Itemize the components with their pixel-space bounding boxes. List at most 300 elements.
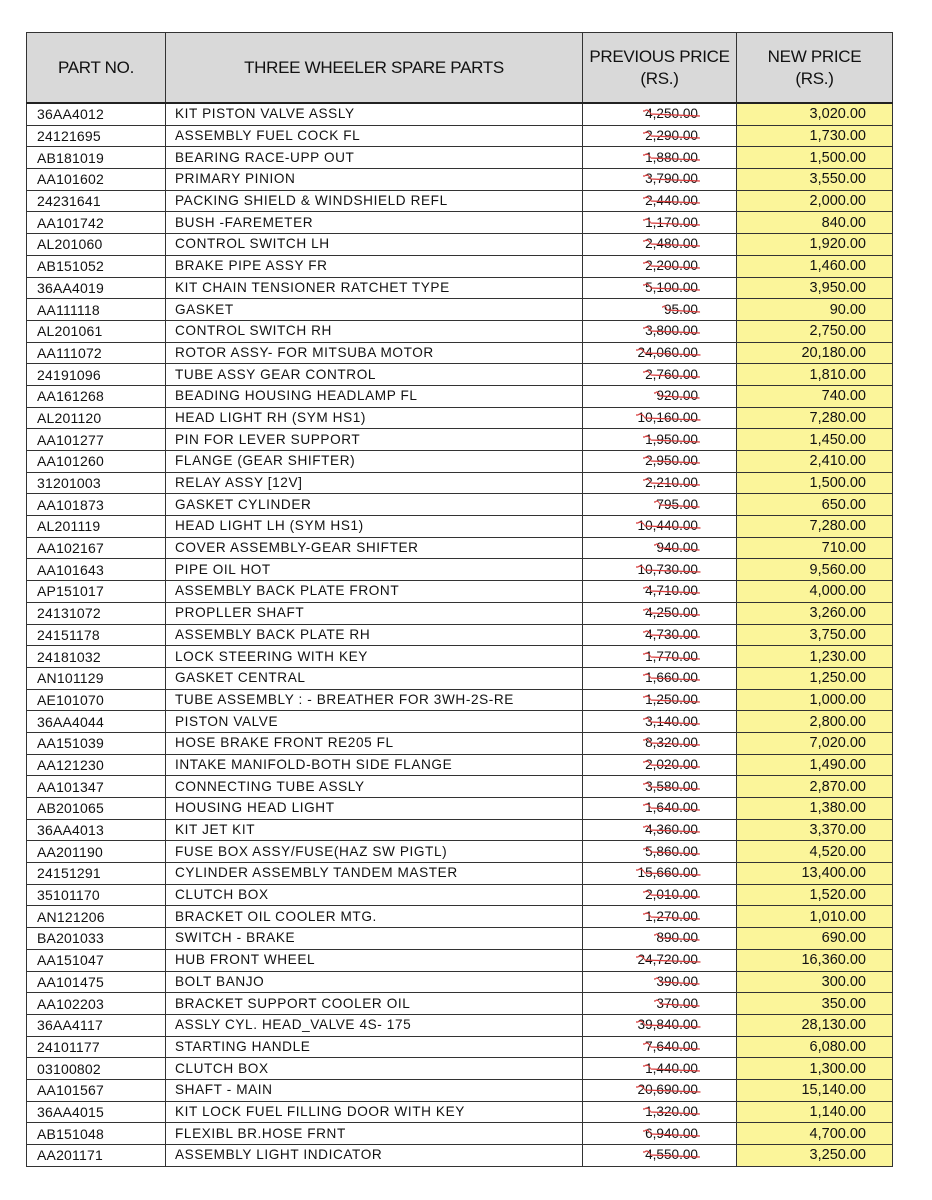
new-price-cell: 1,500.00 [737,147,893,169]
new-price-cell: 4,000.00 [737,581,893,603]
previous-price-value: 2,440.00 [645,193,698,209]
table-row [27,255,893,277]
previous-price-value: 5,860.00 [645,843,698,859]
previous-price-cell [583,385,737,407]
part-number-cell: AA101347 [27,776,166,798]
previous-price-value: 20,690.00 [637,1082,698,1098]
struck-price [645,1060,698,1078]
table-row [27,147,893,169]
previous-price-value: 3,140.00 [645,713,698,729]
struck-price [638,561,698,579]
struck-price [638,864,698,882]
previous-price-value: 3,800.00 [645,323,698,339]
table-row [27,841,893,863]
part-description-cell: BEARING RACE-UPP OUT [166,147,583,169]
part-number-cell: AA101643 [27,559,166,581]
new-price-cell: 20,180.00 [737,342,893,364]
table-row [27,928,893,950]
table-row [27,863,893,885]
table-row [27,581,893,603]
struck-price [638,517,698,535]
part-number-cell: 24231641 [27,190,166,212]
part-number-cell: AE101070 [27,689,166,711]
part-number-cell: 24121695 [27,125,166,147]
previous-price-value: 2,020.00 [645,756,698,772]
previous-price-value: 2,480.00 [645,236,698,252]
struck-price [656,387,698,405]
table-row [27,1101,893,1123]
previous-price-value: 940.00 [656,540,698,556]
struck-price [645,1146,698,1164]
new-price-cell: 3,550.00 [737,169,893,191]
previous-price-value: 4,550.00 [645,1147,698,1163]
table-row [27,798,893,820]
struck-price [645,582,698,600]
struck-price [645,734,698,752]
part-number-cell: AA101567 [27,1079,166,1101]
part-description-cell: CONTROL SWITCH LH [166,234,583,256]
part-number-cell: AA101260 [27,451,166,473]
part-description-cell: FLANGE (GEAR SHIFTER) [166,451,583,473]
previous-price-cell [583,1101,737,1123]
table-row [27,1079,893,1101]
table-row [27,1145,893,1167]
previous-price-cell [583,841,737,863]
part-number-cell: AL201119 [27,516,166,538]
new-price-cell: 7,020.00 [737,732,893,754]
table-row [27,494,893,516]
table-row [27,451,893,473]
previous-price-cell [583,255,737,277]
part-number-cell: 31201003 [27,472,166,494]
part-number-cell: BA201033 [27,928,166,950]
part-description-cell: KIT PISTON VALVE ASSLY [166,103,583,125]
previous-price-cell [583,320,737,342]
previous-price-cell [583,754,737,776]
previous-price-cell [583,819,737,841]
part-number-cell: 36AA4117 [27,1014,166,1036]
part-description-cell: STARTING HANDLE [166,1036,583,1058]
previous-price-cell [583,732,737,754]
struck-price [638,951,698,969]
struck-price [645,648,698,666]
new-price-cell: 15,140.00 [737,1079,893,1101]
part-description-cell: FUSE BOX ASSY/FUSE(HAZ SW PIGTL) [166,841,583,863]
new-price-cell: 16,360.00 [737,949,893,971]
struck-price [645,713,698,731]
previous-price-value: 3,790.00 [645,171,698,187]
table-row [27,407,893,429]
part-number-cell: 24181032 [27,646,166,668]
part-description-cell: ASSEMBLY BACK PLATE FRONT [166,581,583,603]
part-number-cell: 24191096 [27,364,166,386]
table-row [27,732,893,754]
new-price-cell: 1,380.00 [737,798,893,820]
part-number-cell: 36AA4012 [27,103,166,125]
part-number-cell: 35101170 [27,884,166,906]
previous-price-cell [583,667,737,689]
struck-price [645,778,698,796]
new-price-cell: 350.00 [737,993,893,1015]
part-description-cell: HOUSING HEAD LIGHT [166,798,583,820]
previous-price-value: 8,320.00 [645,735,698,751]
table-row [27,624,893,646]
previous-price-value: 1,880.00 [645,149,698,165]
table-row [27,602,893,624]
new-price-cell: 1,520.00 [737,884,893,906]
table-row [27,559,893,581]
table-row [27,299,893,321]
previous-price-value: 6,940.00 [645,1125,698,1141]
part-number-cell: AN101129 [27,667,166,689]
previous-price-cell [583,407,737,429]
part-description-cell: HEAD LIGHT LH (SYM HS1) [166,516,583,538]
new-price-cell: 3,250.00 [737,1145,893,1167]
struck-price [645,322,698,340]
part-number-cell: AA101475 [27,971,166,993]
previous-price-cell [583,494,737,516]
part-number-cell: AN121206 [27,906,166,928]
part-number-cell: AB151052 [27,255,166,277]
part-number-cell: 24131072 [27,602,166,624]
previous-price-value: 15,660.00 [637,865,698,881]
new-price-cell: 740.00 [737,385,893,407]
part-description-cell: BRAKE PIPE ASSY FR [166,255,583,277]
table-row [27,776,893,798]
part-number-cell: 24151178 [27,624,166,646]
previous-price-cell [583,364,737,386]
new-price-cell: 3,260.00 [737,602,893,624]
new-price-cell: 710.00 [737,537,893,559]
part-description-cell: ASSEMBLY BACK PLATE RH [166,624,583,646]
struck-price [656,973,698,991]
new-price-cell: 9,560.00 [737,559,893,581]
part-description-cell: CONTROL SWITCH RH [166,320,583,342]
struck-price [645,452,698,470]
table-row [27,819,893,841]
struck-price [645,149,698,167]
struck-price [645,843,698,861]
new-price-cell: 1,500.00 [737,472,893,494]
previous-price-value: 1,640.00 [645,800,698,816]
table-row [27,1058,893,1080]
previous-price-value: 390.00 [656,973,698,989]
new-price-cell: 650.00 [737,494,893,516]
struck-price [656,496,698,514]
struck-price [645,1038,698,1056]
previous-price-value: 1,270.00 [645,908,698,924]
previous-price-value: 95.00 [663,301,698,317]
part-description-cell: HUB FRONT WHEEL [166,949,583,971]
table-row [27,190,893,212]
part-description-cell: GASKET CYLINDER [166,494,583,516]
previous-price-cell [583,646,737,668]
previous-price-value: 2,010.00 [645,887,698,903]
previous-price-value: 890.00 [656,930,698,946]
previous-price-cell [583,798,737,820]
struck-price [656,539,698,557]
previous-price-value: 2,950.00 [645,453,698,469]
table-row [27,429,893,451]
part-description-cell: FLEXIBL BR.HOSE FRNT [166,1123,583,1145]
part-number-cell: AA101277 [27,429,166,451]
previous-price-cell [583,624,737,646]
part-description-cell: CONNECTING TUBE ASSLY [166,776,583,798]
new-price-cell: 1,490.00 [737,754,893,776]
part-description-cell: HOSE BRAKE FRONT RE205 FL [166,732,583,754]
table-row [27,1036,893,1058]
previous-price-cell [583,169,737,191]
table-row [27,472,893,494]
part-number-cell: 36AA4013 [27,819,166,841]
previous-price-cell [583,863,737,885]
table-row [27,277,893,299]
previous-price-cell [583,928,737,950]
table-row [27,169,893,191]
header-row [27,33,893,104]
previous-price-value: 2,760.00 [645,366,698,382]
previous-price-cell [583,516,737,538]
struck-price [638,409,698,427]
part-description-cell: ASSEMBLY LIGHT INDICATOR [166,1145,583,1167]
new-price-cell: 1,230.00 [737,646,893,668]
previous-price-cell [583,472,737,494]
part-number-cell: AA151039 [27,732,166,754]
struck-price [645,127,698,145]
struck-price [645,1103,698,1121]
table-row [27,125,893,147]
struck-price [645,799,698,817]
table-row [27,689,893,711]
part-number-cell: AA111118 [27,299,166,321]
previous-price-cell [583,1014,737,1036]
new-price-cell: 2,870.00 [737,776,893,798]
previous-price-cell [583,1036,737,1058]
table-row [27,993,893,1015]
part-description-cell: BEADING HOUSING HEADLAMP FL [166,385,583,407]
struck-price [645,431,698,449]
previous-price-cell [583,776,737,798]
part-description-cell: TUBE ASSY GEAR CONTROL [166,364,583,386]
new-price-cell: 1,250.00 [737,667,893,689]
new-price-cell: 4,700.00 [737,1123,893,1145]
table-row [27,1014,893,1036]
table-row [27,711,893,733]
struck-price [645,1125,698,1143]
table-row [27,320,893,342]
previous-price-value: 10,440.00 [637,518,698,534]
previous-price-value: 2,210.00 [645,475,698,491]
part-number-cell: AA121230 [27,754,166,776]
struck-price [645,669,698,687]
new-price-cell: 3,750.00 [737,624,893,646]
table-row [27,385,893,407]
previous-price-value: 7,640.00 [645,1038,698,1054]
previous-price-value: 1,250.00 [645,691,698,707]
previous-price-cell [583,299,737,321]
previous-price-value: 5,100.00 [645,279,698,295]
struck-price [645,886,698,904]
previous-price-cell [583,342,737,364]
part-number-cell: AA201190 [27,841,166,863]
struck-price [645,279,698,297]
part-description-cell: BRACKET SUPPORT COOLER OIL [166,993,583,1015]
previous-price-cell [583,1079,737,1101]
part-description-cell: CLUTCH BOX [166,884,583,906]
new-price-cell: 300.00 [737,971,893,993]
table-row [27,971,893,993]
part-description-cell: RELAY ASSY [12V] [166,472,583,494]
struck-price [645,192,698,210]
new-price-cell: 3,370.00 [737,819,893,841]
new-price-cell: 2,410.00 [737,451,893,473]
table-row [27,234,893,256]
new-price-cell: 1,810.00 [737,364,893,386]
part-number-cell: AP151017 [27,581,166,603]
part-number-cell: AA101742 [27,212,166,234]
previous-price-cell [583,147,737,169]
part-description-cell: ASSEMBLY FUEL COCK FL [166,125,583,147]
new-price-cell: 1,920.00 [737,234,893,256]
previous-price-value: 3,580.00 [645,778,698,794]
table-row [27,342,893,364]
part-number-cell: AA111072 [27,342,166,364]
table-row [27,103,893,125]
new-price-cell: 4,520.00 [737,841,893,863]
header-part-no: PART NO. [27,33,166,104]
new-price-cell: 2,000.00 [737,190,893,212]
previous-price-value: 795.00 [656,496,698,512]
new-price-cell: 1,460.00 [737,255,893,277]
new-price-cell: 1,300.00 [737,1058,893,1080]
part-number-cell: AB181019 [27,147,166,169]
new-price-cell: 3,950.00 [737,277,893,299]
part-number-cell: 36AA4019 [27,277,166,299]
part-description-cell: HEAD LIGHT RH (SYM HS1) [166,407,583,429]
struck-price [638,1016,698,1034]
table-row [27,884,893,906]
new-price-cell: 3,020.00 [737,103,893,125]
previous-price-value: 1,320.00 [645,1103,698,1119]
table-row [27,754,893,776]
table-row [27,949,893,971]
part-description-cell: BOLT BANJO [166,971,583,993]
new-price-cell: 7,280.00 [737,516,893,538]
header-new-price: NEW PRICE (RS.) [737,33,893,104]
previous-price-value: 24,060.00 [637,344,698,360]
struck-price [645,105,698,123]
part-description-cell: CLUTCH BOX [166,1058,583,1080]
new-price-cell: 2,750.00 [737,320,893,342]
new-price-cell: 1,000.00 [737,689,893,711]
part-description-cell: CYLINDER ASSEMBLY TANDEM MASTER [166,863,583,885]
table-body [27,103,893,1166]
struck-price [664,301,698,319]
new-price-cell: 1,450.00 [737,429,893,451]
previous-price-cell [583,689,737,711]
struck-price [645,604,698,622]
part-number-cell: AB151048 [27,1123,166,1145]
part-number-cell: 36AA4044 [27,711,166,733]
previous-price-cell [583,234,737,256]
previous-price-value: 4,360.00 [645,822,698,838]
part-description-cell: SHAFT - MAIN [166,1079,583,1101]
part-description-cell: PRIMARY PINION [166,169,583,191]
new-price-cell: 13,400.00 [737,863,893,885]
previous-price-cell [583,103,737,125]
new-price-cell: 7,280.00 [737,407,893,429]
previous-price-value: 4,250.00 [645,605,698,621]
previous-price-value: 2,200.00 [645,258,698,274]
part-number-cell: AA102167 [27,537,166,559]
previous-price-cell [583,711,737,733]
previous-price-cell [583,971,737,993]
new-price-cell: 2,800.00 [737,711,893,733]
previous-price-value: 4,710.00 [645,583,698,599]
previous-price-cell [583,949,737,971]
new-price-cell: 1,010.00 [737,906,893,928]
part-description-cell: PROPLLER SHAFT [166,602,583,624]
previous-price-cell [583,1123,737,1145]
part-description-cell: INTAKE MANIFOLD-BOTH SIDE FLANGE [166,754,583,776]
part-number-cell: 24151291 [27,863,166,885]
struck-price [645,691,698,709]
previous-price-cell [583,1145,737,1167]
table-row [27,516,893,538]
part-number-cell: AA101602 [27,169,166,191]
table-row [27,537,893,559]
previous-price-cell [583,451,737,473]
struck-price [645,257,698,275]
previous-price-cell [583,190,737,212]
previous-price-cell [583,1058,737,1080]
struck-price [638,344,698,362]
part-description-cell: PIN FOR LEVER SUPPORT [166,429,583,451]
struck-price [645,821,698,839]
price-list-table [26,32,893,1167]
previous-price-value: 370.00 [656,995,698,1011]
new-price-cell: 90.00 [737,299,893,321]
part-number-cell: 24101177 [27,1036,166,1058]
new-price-cell: 690.00 [737,928,893,950]
part-description-cell: TUBE ASSEMBLY : - BREATHER FOR 3WH-2S-RE [166,689,583,711]
previous-price-value: 1,440.00 [645,1060,698,1076]
part-number-cell: AA101873 [27,494,166,516]
part-description-cell: BRACKET OIL COOLER MTG. [166,906,583,928]
part-description-cell: PIPE OIL HOT [166,559,583,581]
struck-price [656,929,698,947]
table-row [27,667,893,689]
part-number-cell: AB201065 [27,798,166,820]
part-number-cell: 03100802 [27,1058,166,1080]
previous-price-value: 10,160.00 [637,409,698,425]
part-number-cell: AL201060 [27,234,166,256]
previous-price-cell [583,125,737,147]
new-price-cell: 1,730.00 [737,125,893,147]
table-row [27,1123,893,1145]
part-description-cell: BUSH -FAREMETER [166,212,583,234]
previous-price-cell [583,993,737,1015]
previous-price-value: 1,950.00 [645,431,698,447]
previous-price-value: 24,720.00 [637,952,698,968]
previous-price-value: 4,730.00 [645,626,698,642]
new-price-cell: 840.00 [737,212,893,234]
previous-price-cell [583,559,737,581]
struck-price [645,908,698,926]
part-description-cell: SWITCH - BRAKE [166,928,583,950]
previous-price-value: 1,660.00 [645,670,698,686]
table-row [27,906,893,928]
